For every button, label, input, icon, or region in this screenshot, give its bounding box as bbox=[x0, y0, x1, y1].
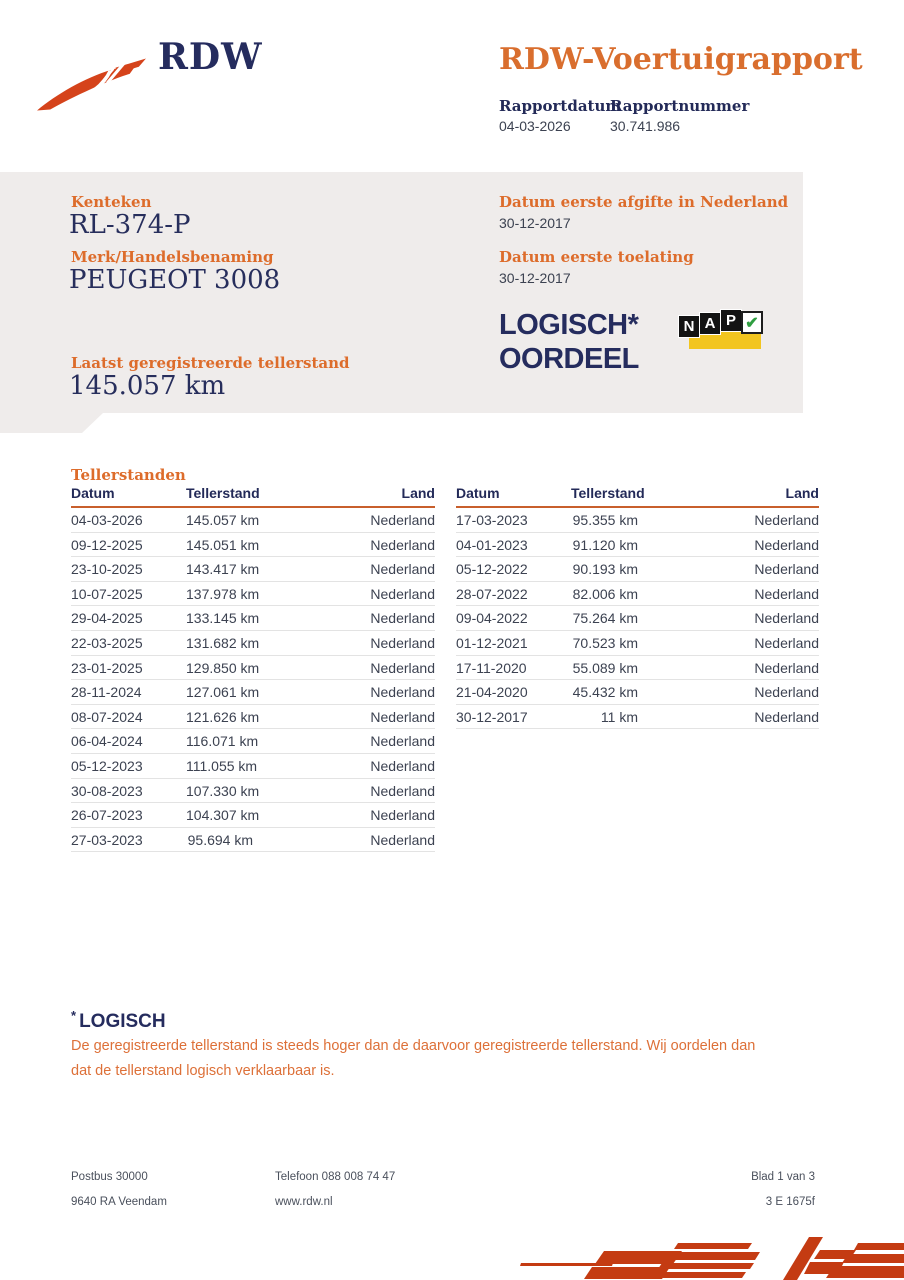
footnote-asterisk: * bbox=[71, 1008, 77, 1023]
table-row bbox=[456, 680, 819, 705]
col-header-datum: Datum bbox=[71, 485, 115, 501]
cell-land: Nederland bbox=[754, 585, 819, 602]
table-row bbox=[71, 729, 435, 754]
page-title: RDW-Voertuigrapport bbox=[499, 42, 863, 77]
cell-tellerstand: 55.089 km bbox=[572, 659, 638, 676]
report-date-label: Rapportdatum bbox=[499, 97, 622, 115]
table-header-row bbox=[456, 485, 819, 508]
cell-land: Nederland bbox=[754, 708, 819, 725]
cell-land: Nederland bbox=[370, 708, 435, 725]
cell-land: Nederland bbox=[370, 782, 435, 799]
toelating-label: Datum eerste toelating bbox=[499, 248, 694, 266]
cell-land: Nederland bbox=[370, 757, 435, 774]
cell-land: Nederland bbox=[754, 536, 819, 553]
cell-land: Nederland bbox=[370, 807, 435, 824]
cell-datum: 04-03-2026 bbox=[71, 512, 143, 528]
odometer-table-right bbox=[456, 485, 819, 729]
nap-check-icon: ✔ bbox=[741, 311, 763, 334]
table-row bbox=[456, 656, 819, 681]
rdw-logo-swoosh-icon bbox=[36, 54, 148, 114]
cell-datum: 28-07-2022 bbox=[456, 585, 528, 602]
cell-land: Nederland bbox=[370, 536, 435, 553]
report-number-value: 30.741.986 bbox=[610, 118, 681, 134]
cell-land: Nederland bbox=[370, 634, 435, 651]
cell-tellerstand: 70.523 km bbox=[572, 634, 638, 651]
cell-land: Nederland bbox=[754, 634, 819, 651]
cell-datum: 26-07-2023 bbox=[71, 807, 143, 824]
table-row bbox=[71, 656, 435, 681]
cell-tellerstand: 95.355 km bbox=[572, 512, 638, 528]
footnote-text: De geregistreerde tellerstand is steeds hoger dan de daarvoor geregistreerde tellerstand. Wij oordelen dan dat de tellerstand logisch verklaarbaar is. bbox=[71, 1038, 756, 1079]
cell-tellerstand: 90.193 km bbox=[572, 561, 638, 578]
cell-land: Nederland bbox=[370, 610, 435, 627]
table-body-right bbox=[456, 508, 819, 729]
odometer-table-left bbox=[71, 485, 435, 852]
toelating-value: 30-12-2017 bbox=[499, 270, 571, 286]
cell-land: Nederland bbox=[370, 659, 435, 676]
cell-datum: 06-04-2024 bbox=[71, 733, 143, 750]
table-row bbox=[71, 828, 435, 853]
cell-tellerstand: 11 km bbox=[600, 708, 638, 725]
table-row bbox=[71, 606, 435, 631]
cell-land: Nederland bbox=[370, 561, 435, 578]
cell-datum: 17-11-2020 bbox=[456, 659, 527, 676]
cell-tellerstand: 75.264 km bbox=[572, 610, 638, 627]
footer-phone: Telefoon 088 008 74 47 bbox=[275, 1171, 396, 1183]
oordeel-verdict bbox=[499, 308, 639, 376]
footer-address-line2: 9640 RA Veendam bbox=[71, 1196, 167, 1208]
cell-land: Nederland bbox=[370, 512, 435, 528]
table-row bbox=[71, 803, 435, 828]
footer-doc-code: 3 E 1675f bbox=[765, 1196, 815, 1208]
cell-land: Nederland bbox=[754, 684, 819, 701]
cell-datum: 09-12-2025 bbox=[71, 536, 143, 553]
table-row bbox=[71, 533, 435, 558]
table-row bbox=[456, 631, 819, 656]
cell-datum: 30-12-2017 bbox=[456, 708, 528, 725]
cell-tellerstand: 133.145 km bbox=[186, 610, 260, 627]
cell-land: Nederland bbox=[754, 512, 819, 528]
cell-tellerstand: 104.307 km bbox=[186, 807, 260, 824]
cell-datum: 23-01-2025 bbox=[71, 659, 143, 676]
cell-datum: 01-12-2021 bbox=[456, 634, 528, 651]
table-row bbox=[71, 754, 435, 779]
cell-datum: 23-10-2025 bbox=[71, 561, 143, 578]
cell-tellerstand: 91.120 km bbox=[572, 536, 638, 553]
report-number-label: Rapportnummer bbox=[610, 97, 750, 115]
tellerstanden-section-title: Tellerstanden bbox=[71, 466, 186, 484]
cell-datum: 22-03-2025 bbox=[71, 634, 143, 651]
cell-datum: 10-07-2025 bbox=[71, 585, 143, 602]
merk-label: Merk/Handelsbenaming bbox=[71, 248, 274, 266]
cell-tellerstand: 131.682 km bbox=[186, 634, 260, 651]
footnote-heading bbox=[71, 1008, 166, 1033]
table-header-row bbox=[71, 485, 435, 508]
cell-tellerstand: 129.850 km bbox=[186, 659, 260, 676]
table-row bbox=[71, 705, 435, 730]
rdw-logo-text: RDW bbox=[158, 36, 263, 78]
tellerstand-value: 145.057 km bbox=[69, 371, 226, 401]
cell-land: Nederland bbox=[754, 561, 819, 578]
cell-tellerstand: 107.330 km bbox=[186, 782, 260, 799]
col-header-land: Land bbox=[401, 485, 435, 501]
cell-datum: 04-01-2023 bbox=[456, 536, 528, 553]
cell-datum: 21-04-2020 bbox=[456, 684, 528, 701]
cell-tellerstand: 111.055 km bbox=[186, 757, 258, 774]
col-header-datum: Datum bbox=[456, 485, 500, 501]
cell-land: Nederland bbox=[370, 733, 435, 750]
col-header-tellerstand: Tellerstand bbox=[571, 485, 645, 501]
table-body-left bbox=[71, 508, 435, 852]
cell-datum: 05-12-2023 bbox=[71, 757, 143, 774]
nap-letter-n: N bbox=[678, 315, 700, 338]
cell-tellerstand: 127.061 km bbox=[186, 684, 260, 701]
cell-tellerstand: 95.694 km bbox=[187, 831, 253, 848]
footer-address-line1: Postbus 30000 bbox=[71, 1171, 148, 1183]
footnote-title: LOGISCH bbox=[79, 1011, 166, 1032]
table-row bbox=[71, 582, 435, 607]
footer-website: www.rdw.nl bbox=[275, 1196, 333, 1208]
table-row bbox=[456, 705, 819, 730]
table-row bbox=[71, 779, 435, 804]
afgifte-value: 30-12-2017 bbox=[499, 215, 571, 231]
cell-tellerstand: 143.417 km bbox=[186, 561, 260, 578]
tellerstand-label: Laatst geregistreerde tellerstand bbox=[71, 354, 350, 372]
cell-tellerstand: 82.006 km bbox=[572, 585, 638, 602]
cell-datum: 08-07-2024 bbox=[71, 708, 143, 725]
cell-datum: 28-11-2024 bbox=[71, 684, 142, 701]
cell-tellerstand: 137.978 km bbox=[186, 585, 260, 602]
table-row bbox=[71, 508, 435, 533]
table-row bbox=[71, 557, 435, 582]
nap-logo bbox=[676, 306, 766, 356]
cell-datum: 29-04-2025 bbox=[71, 610, 143, 627]
nap-letter-p: P bbox=[720, 309, 742, 332]
cell-tellerstand: 145.051 km bbox=[186, 536, 260, 553]
cell-land: Nederland bbox=[370, 684, 435, 701]
report-date-value: 04-03-2026 bbox=[499, 118, 571, 134]
kenteken-label: Kenteken bbox=[71, 193, 152, 211]
cell-tellerstand: 121.626 km bbox=[186, 708, 260, 725]
cell-tellerstand: 45.432 km bbox=[572, 684, 638, 701]
cell-land: Nederland bbox=[370, 831, 435, 848]
cell-datum: 17-03-2023 bbox=[456, 512, 528, 528]
footer-page-info: Blad 1 van 3 bbox=[751, 1171, 815, 1183]
table-row bbox=[456, 557, 819, 582]
table-row bbox=[71, 680, 435, 705]
cell-tellerstand: 145.057 km bbox=[186, 512, 260, 528]
table-row bbox=[456, 508, 819, 533]
cell-datum: 05-12-2022 bbox=[456, 561, 528, 578]
rdw-stripes-graphic bbox=[520, 1230, 904, 1280]
kenteken-value: RL-374-P bbox=[69, 210, 191, 240]
col-header-tellerstand: Tellerstand bbox=[186, 485, 260, 501]
table-row bbox=[456, 582, 819, 607]
table-row bbox=[456, 606, 819, 631]
cell-tellerstand: 116.071 km bbox=[186, 733, 259, 750]
cell-datum: 09-04-2022 bbox=[456, 610, 528, 627]
merk-value: PEUGEOT 3008 bbox=[69, 265, 281, 295]
cell-datum: 30-08-2023 bbox=[71, 782, 143, 799]
cell-land: Nederland bbox=[370, 585, 435, 602]
afgifte-label: Datum eerste afgifte in Nederland bbox=[499, 193, 789, 211]
table-row bbox=[71, 631, 435, 656]
cell-datum: 27-03-2023 bbox=[71, 831, 143, 848]
oordeel-line1: LOGISCH* bbox=[499, 309, 639, 341]
cell-land: Nederland bbox=[754, 659, 819, 676]
cell-land: Nederland bbox=[754, 610, 819, 627]
table-row bbox=[456, 533, 819, 558]
nap-letter-a: A bbox=[699, 312, 721, 335]
oordeel-line2: OORDEEL bbox=[499, 343, 639, 375]
col-header-land: Land bbox=[785, 485, 819, 501]
